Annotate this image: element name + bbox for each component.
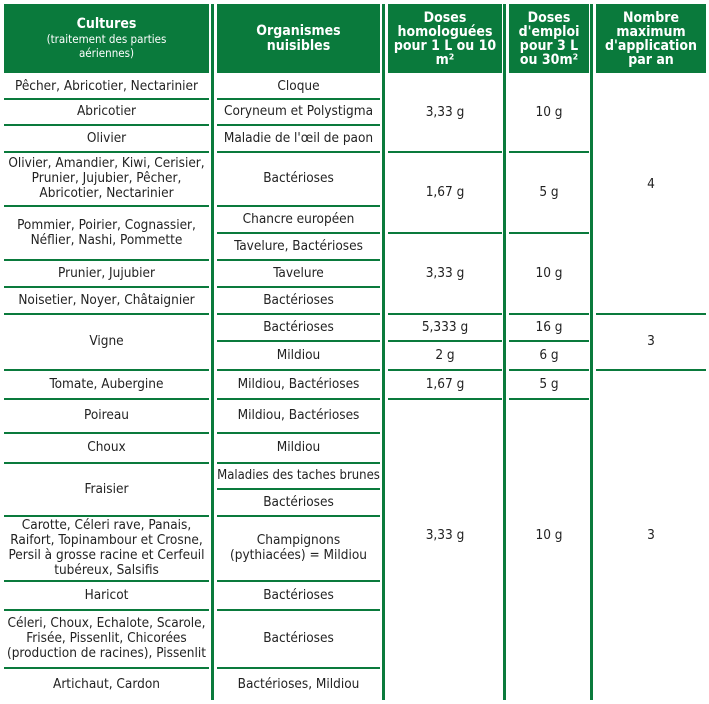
header-organismes: Organismes nuisibles [217,4,380,73]
organisme-cell: Mildiou, Bactérioses [237,407,360,423]
culture-cell: Carotte, Céleri rave, Panais, Raifort, Topinambour et Crosne, Persil à grosse racine et Cerfeuil tubéreux, Salsifis [8,517,205,578]
header-nombre-max: Nombre maximum d'application par an [596,4,706,73]
dose-homologuee-cell: 3,33 g [425,264,465,281]
dose-emploi-cell: 16 g [535,318,563,335]
organisme-cell: Coryneum et Polystigma [223,103,374,119]
header-doses-homologuees: Doses homologuées pour 1 L ou 10 m² [388,4,502,73]
culture-cell: Céleri, Choux, Echalote, Scarole, Frisée, Pissenlit, Chicorées (production de racines), Pissenlit [6,615,206,661]
organisme-cell: Maladie de l'œil de paon [223,129,374,146]
dose-emploi-cell: 5 g [539,375,559,392]
header-cultures-title: Cultures [76,16,137,32]
culture-cell: Vigne [89,333,124,349]
header-cultures [4,4,209,73]
header-doses-emploi: Doses d'emploi pour 3 L ou 30m² [509,4,589,73]
organisme-cell: Bactérioses [263,586,334,603]
culture-cell: Artichaut, Cardon [53,675,160,692]
organisme-cell: Mildiou [276,346,321,363]
culture-cell: Pêcher, Abricotier, Nectarinier [14,77,198,94]
organisme-cell: Mildiou, Bactérioses [237,375,360,392]
organisme-cell: Mildiou [276,439,321,455]
column-separator [590,4,593,700]
organisme-cell: Bactérioses [263,630,334,646]
culture-cell: Tomate, Aubergine [49,375,164,392]
nombre-max-cell: 3 [647,526,655,543]
dose-homologuee-cell: 3,33 g [425,526,465,543]
dose-emploi-cell: 5 g [539,183,559,200]
organisme-cell: Maladies des taches brunes [217,468,380,483]
column-separator [503,4,506,700]
organisme-cell: Bactérioses, Mildiou [237,675,360,692]
culture-cell: Prunier, Jujubier [58,264,155,281]
organisme-cell: Tavelure [273,264,324,281]
dose-homologuee-cell: 2 g [435,346,455,363]
organisme-cell: Bactérioses [263,493,334,510]
culture-cell: Haricot [84,586,129,603]
dose-emploi-cell: 10 g [535,264,563,281]
culture-cell: Olivier, Amandier, Kiwi, Cerisier, Prunier, Jujubier, Pêcher, Abricotier, Nectarinier [8,155,205,201]
dose-emploi-cell: 10 g [535,104,563,120]
nombre-max-cell: 4 [647,175,655,192]
culture-cell: Abricotier [76,103,137,119]
culture-cell: Fraisier [84,480,129,497]
culture-cell: Noisetier, Noyer, Châtaignier [18,291,195,308]
column-separator [382,4,385,700]
organisme-cell: Bactérioses [263,291,334,308]
dose-homologuee-cell: 1,67 g [425,375,465,392]
dose-emploi-cell: 10 g [535,526,563,543]
dose-homologuee-cell: 3,33 g [425,104,465,120]
organisme-cell: Champignons (pythiacées) = Mildiou [230,532,367,563]
culture-cell: Pommier, Poirier, Cognassier, Néflier, Nashi, Pommette [17,216,196,248]
dose-emploi-cell: 6 g [539,346,559,363]
culture-cell: Olivier [86,129,127,146]
organisme-cell: Bactérioses [263,318,334,335]
dose-homologuee-cell: 5,333 g [421,318,469,335]
organisme-cell: Tavelure, Bactérioses [234,237,363,254]
column-separator [211,4,214,700]
organisme-cell: Cloque [277,77,320,94]
nombre-max-cell: 3 [647,333,655,349]
organisme-cell: Chancre européen [242,210,355,227]
culture-cell: Choux [87,439,126,455]
culture-cell: Poireau [84,407,129,423]
organisme-cell: Bactérioses [263,170,334,186]
dose-homologuee-cell: 1,67 g [425,183,465,200]
header-cultures-subtitle: (traitement des parties aériennes) [46,32,167,60]
